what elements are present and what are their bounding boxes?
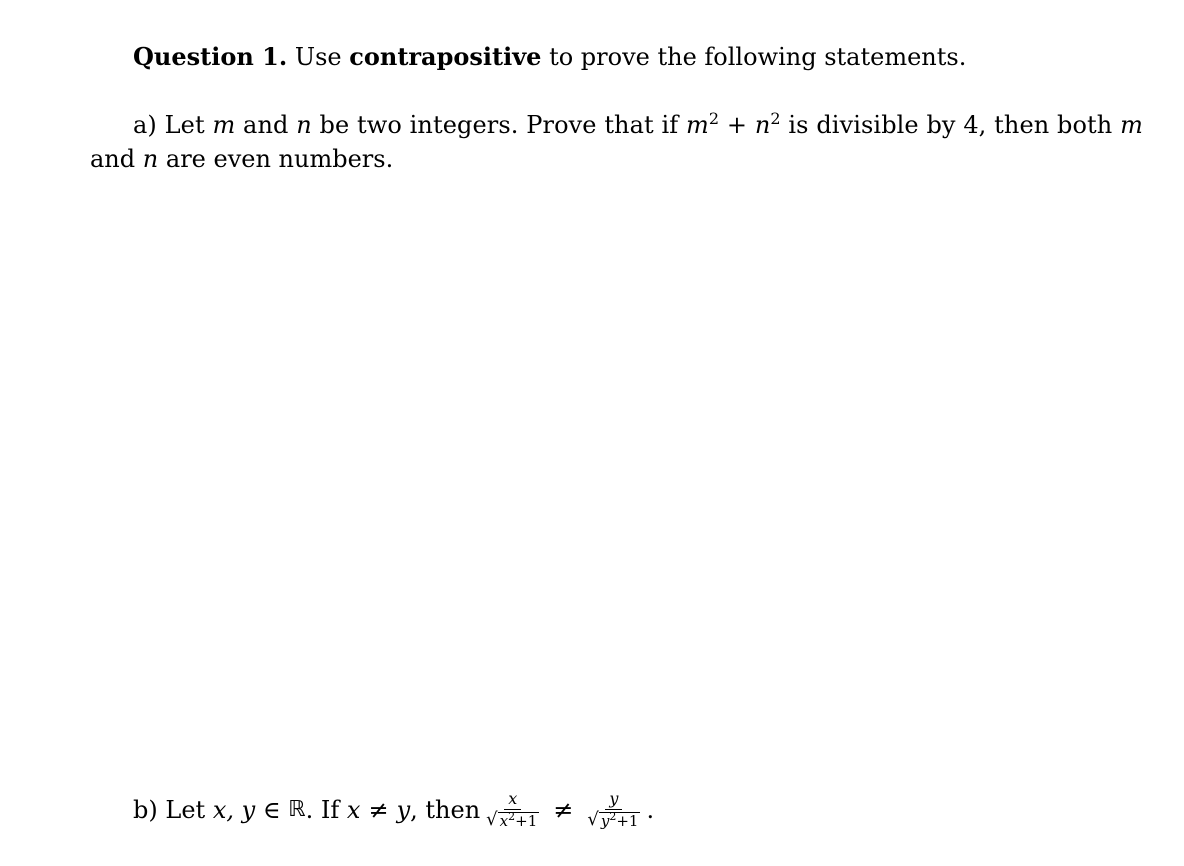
fraction-numerator: y (605, 790, 622, 810)
intro-post: to prove the following statements. (549, 43, 967, 71)
part-a-text: be two integers. Prove that if (319, 111, 679, 139)
sum-of-squares-expression (686, 111, 781, 139)
fraction-denominator (587, 810, 640, 829)
sqrt-symbol: √ (486, 809, 498, 830)
not-equal-symbol: ≠ (368, 795, 389, 824)
part-b-statement (133, 790, 654, 829)
part-a-text: Let (164, 111, 205, 139)
intro-pre: Use (294, 43, 342, 71)
var-n: n (296, 111, 312, 139)
part-a-text: is divisible by 4, then both (788, 111, 1113, 139)
part-b-text: , then (410, 795, 481, 824)
var-m: m (686, 111, 709, 139)
question-heading (133, 40, 966, 74)
var-m: m (1120, 111, 1143, 139)
exponent: 2 (508, 809, 516, 823)
intro-bold: contrapositive (349, 42, 542, 71)
part-a-label: a) (133, 111, 157, 139)
part-a-line-1 (90, 108, 1150, 142)
fraction-denominator (486, 810, 539, 829)
exponent: 2 (609, 809, 617, 823)
exponent: 2 (708, 109, 720, 129)
not-equal-symbol: ≠ (553, 795, 574, 824)
sqrt-symbol: √ (587, 809, 599, 830)
var-x: x (346, 795, 361, 824)
element-of-symbol: ∈ (262, 795, 281, 824)
exponent: 2 (770, 109, 781, 129)
fraction-x (486, 790, 539, 829)
radicand (498, 809, 540, 830)
var-n: n (142, 145, 159, 173)
part-a-text: and (243, 111, 289, 139)
part-b-text: . If (305, 795, 340, 824)
part-a-text: are even numbers. (165, 145, 394, 173)
var-y: y (600, 812, 610, 830)
reals-symbol: ℝ (288, 796, 306, 822)
part-a-text: and (90, 145, 136, 173)
radicand (599, 809, 641, 830)
fraction-numerator: x (504, 790, 521, 810)
var-n: n (754, 111, 771, 139)
plus-one: +1 (616, 812, 639, 830)
part-a-line-2 (90, 142, 1150, 176)
part-a-statement (90, 108, 1150, 176)
plus-one: +1 (515, 812, 538, 830)
part-b-text: Let (165, 795, 206, 824)
var-y: y (396, 795, 411, 824)
period: . (646, 795, 655, 824)
vars-xy: x, y (212, 795, 256, 824)
fraction-y (587, 790, 640, 829)
var-m: m (212, 111, 236, 139)
plus-sign: + (726, 111, 748, 139)
part-b-label: b) (133, 795, 158, 824)
question-label: Question 1. (133, 42, 288, 71)
var-x: x (499, 812, 509, 830)
